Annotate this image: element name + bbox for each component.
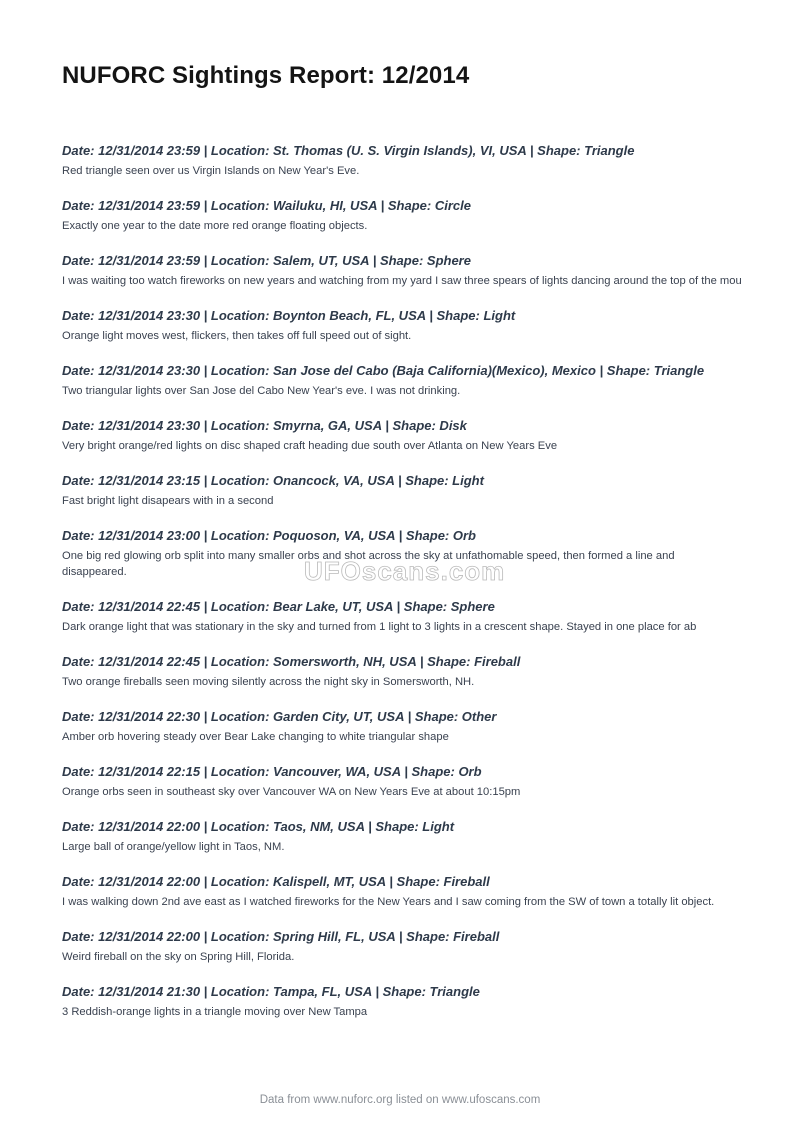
sighting-description: Orange orbs seen in southeast sky over Vancouver WA on New Years Eve at about 10:15pm (62, 786, 521, 798)
sighting-description: Large ball of orange/yellow light in Taos, NM. (62, 841, 285, 853)
sighting-entry (62, 527, 742, 580)
sighting-entry (62, 763, 742, 800)
sighting-entry (62, 472, 742, 509)
sighting-entry (62, 417, 742, 454)
sighting-entry (62, 362, 742, 399)
sighting-header: Date: 12/31/2014 22:00 | Location: Spring Hill, FL, USA | Shape: Fireball (62, 929, 500, 944)
sighting-description: Red triangle seen over us Virgin Islands on New Year's Eve. (62, 165, 360, 177)
sighting-header: Date: 12/31/2014 23:59 | Location: Salem, UT, USA | Shape: Sphere (62, 253, 471, 268)
sighting-header: Date: 12/31/2014 23:30 | Location: Smyrna, GA, USA | Shape: Disk (62, 418, 467, 433)
sighting-header: Date: 12/31/2014 23:30 | Location: San Jose del Cabo (Baja California)(Mexico), Mexico | Shape: Triangle (62, 363, 705, 378)
sighting-description: Very bright orange/red lights on disc shaped craft heading due south over Atlanta on New Years Eve (62, 440, 558, 452)
sighting-entry (62, 142, 742, 179)
sighting-entry (62, 653, 742, 690)
sighting-entry (62, 307, 742, 344)
sighting-header: Date: 12/31/2014 23:30 | Location: Boynton Beach, FL, USA | Shape: Light (62, 308, 516, 323)
sighting-header: Date: 12/31/2014 23:00 | Location: Poquoson, VA, USA | Shape: Orb (62, 528, 476, 543)
sighting-description: Two orange fireballs seen moving silently across the night sky in Somersworth, NH. (62, 676, 475, 688)
sighting-header: Date: 12/31/2014 23:15 | Location: Onancock, VA, USA | Shape: Light (62, 473, 484, 488)
sighting-entry (62, 928, 742, 965)
sighting-header: Date: 12/31/2014 23:59 | Location: Wailuku, HI, USA | Shape: Circle (62, 198, 471, 213)
sighting-entry (62, 197, 742, 234)
sighting-entry (62, 598, 742, 635)
sightings-list (62, 142, 742, 1038)
sighting-description: Dark orange light that was stationary in the sky and turned from 1 light to 3 lights in a crescent shape. Stayed in one place for ab (62, 621, 697, 633)
sighting-entry (62, 818, 742, 855)
sighting-header: Date: 12/31/2014 22:45 | Location: Bear Lake, UT, USA | Shape: Sphere (62, 599, 495, 614)
sighting-header: Date: 12/31/2014 21:30 | Location: Tampa, FL, USA | Shape: Triangle (62, 984, 480, 999)
sighting-description: Weird fireball on the sky on Spring Hill, Florida. (62, 951, 295, 963)
sighting-description: Exactly one year to the date more red orange floating objects. (62, 220, 368, 232)
sighting-description: Fast bright light disapears with in a second (62, 495, 274, 507)
sighting-description: Two triangular lights over San Jose del Cabo New Year's eve. I was not drinking. (62, 385, 461, 397)
sighting-header: Date: 12/31/2014 22:00 | Location: Taos, NM, USA | Shape: Light (62, 819, 455, 834)
sighting-header: Date: 12/31/2014 22:30 | Location: Garden City, UT, USA | Shape: Other (62, 709, 497, 724)
page-title: NUFORC Sightings Report: 12/2014 (62, 62, 470, 89)
sighting-description: One big red glowing orb split into many smaller orbs and shot across the sky at unfathomable speed, then formed a line and disappeared. (62, 550, 675, 578)
site-watermark: UFOscans.com (304, 556, 506, 586)
sighting-entry (62, 708, 742, 745)
page-footer: Data from www.nuforc.org listed on www.ufoscans.com (259, 1094, 541, 1106)
sighting-header: Date: 12/31/2014 22:00 | Location: Kalispell, MT, USA | Shape: Fireball (62, 874, 490, 889)
sighting-entry (62, 252, 742, 289)
sighting-header: Date: 12/31/2014 23:59 | Location: St. Thomas (U. S. Virgin Islands), VI, USA | Shape: Triangle (62, 143, 635, 158)
sighting-header: Date: 12/31/2014 22:45 | Location: Somersworth, NH, USA | Shape: Fireball (62, 654, 521, 669)
sighting-entry (62, 873, 742, 910)
sighting-description: I was waiting too watch fireworks on new years and watching from my yard I saw three spears of lights dancing around the top of the mou (62, 275, 742, 287)
sighting-header: Date: 12/31/2014 22:15 | Location: Vancouver, WA, USA | Shape: Orb (62, 764, 482, 779)
sighting-description: Amber orb hovering steady over Bear Lake changing to white triangular shape (62, 731, 449, 743)
sighting-description: Orange light moves west, flickers, then takes off full speed out of sight. (62, 330, 412, 342)
sighting-entry (62, 983, 742, 1020)
sighting-description: 3 Reddish-orange lights in a triangle moving over New Tampa (62, 1006, 368, 1018)
sighting-description: I was walking down 2nd ave east as I watched fireworks for the New Years and I saw coming from the SW of town a totally lit object. (62, 896, 715, 908)
